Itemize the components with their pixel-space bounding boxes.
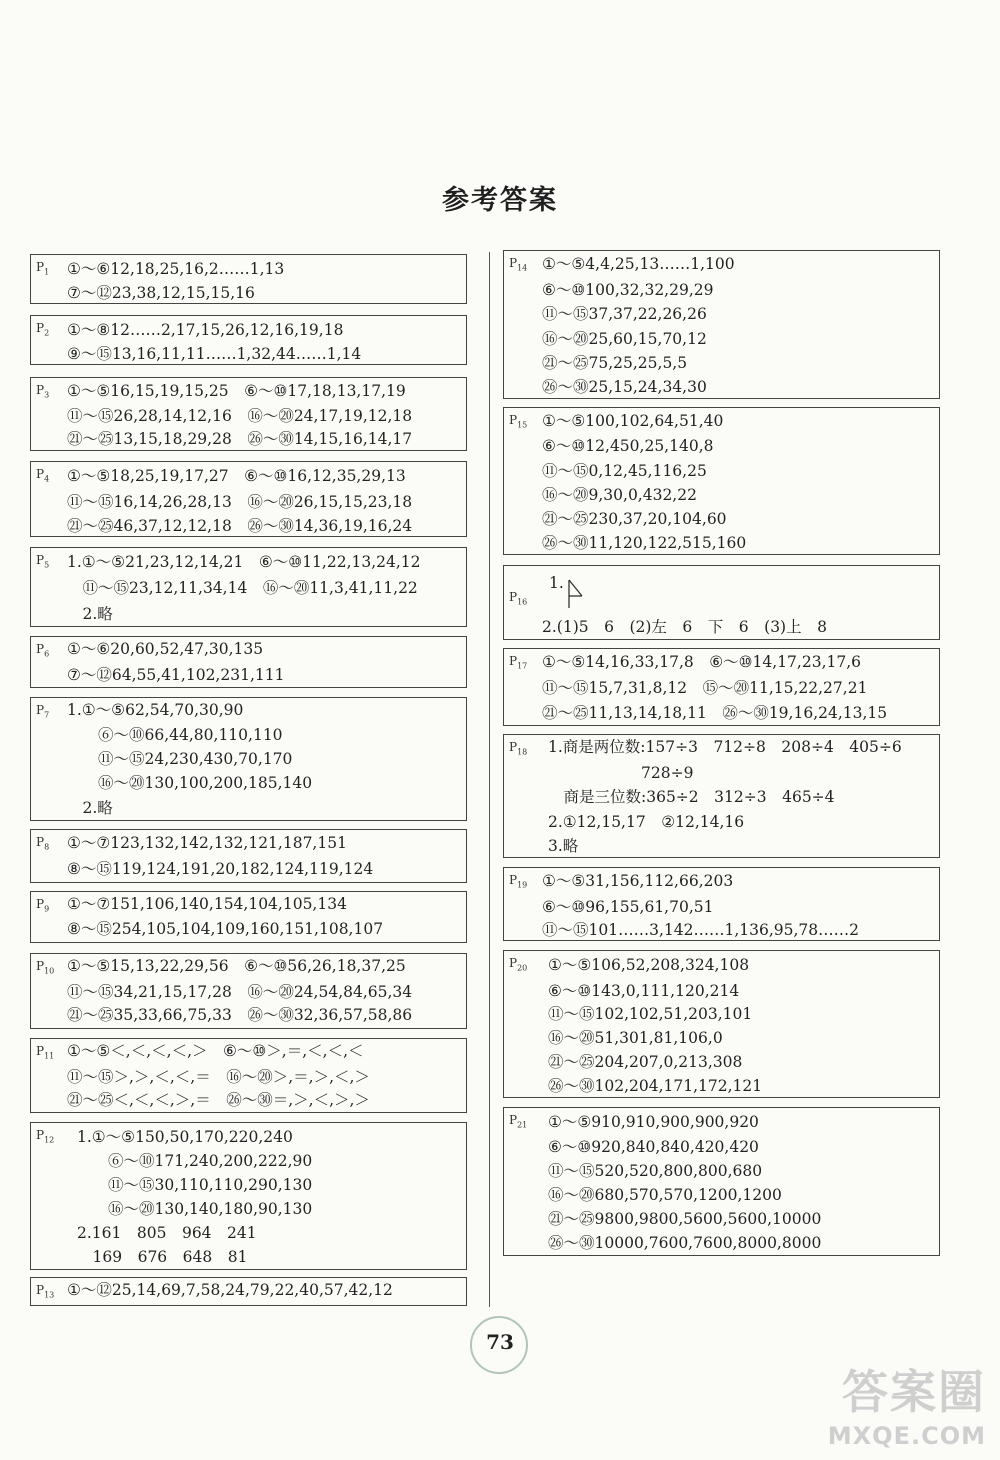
page-label: $P_{21}$ xyxy=(509,1113,528,1130)
page-label: $P_8$ xyxy=(36,835,50,852)
answer-line: ⑯～⑳9,30,0,432,22 xyxy=(542,486,697,504)
answer-box-p21 xyxy=(503,1107,940,1256)
page-label: $P_{11}$ xyxy=(36,1044,55,1061)
answer-box-p5 xyxy=(30,547,467,627)
page-label: $P_{13}$ xyxy=(36,1283,55,1300)
answer-box-p2 xyxy=(30,315,467,365)
answer-line: ㉑～㉕13,15,18,29,28 ㉖～㉚14,15,16,14,17 xyxy=(67,430,413,448)
answer-line: ①～⑥20,60,52,47,30,135 xyxy=(67,640,264,658)
answer-line: 2.略 xyxy=(67,799,113,817)
answer-line: 商是三位数:365÷2 312÷3 465÷4 xyxy=(548,788,835,806)
answer-box-p6 xyxy=(30,636,467,688)
answer-line: ㉑～㉕75,25,25,5,5 xyxy=(542,354,688,372)
page-label: $P_{18}$ xyxy=(509,740,528,757)
answer-line: ⑥～⑩920,840,840,420,420 xyxy=(548,1138,759,1156)
page-number: 73 xyxy=(486,1330,514,1354)
answer-box-p7 xyxy=(30,697,467,821)
answer-line: ①～⑤＜,＜,＜,＜,＞ ⑥～⑩＞,＝,＜,＜,＜ xyxy=(67,1042,364,1060)
answer-line: ⑥～⑩66,44,80,110,110 xyxy=(67,726,283,744)
page-label: $P_7$ xyxy=(36,703,50,720)
answer-box-p13 xyxy=(30,1277,467,1306)
answer-line: ⑪～⑮34,21,15,17,28 ⑯～⑳24,54,84,65,34 xyxy=(67,983,413,1001)
answer-line: ⑪～⑮37,37,22,26,26 xyxy=(542,305,707,323)
answer-line: 728÷9 xyxy=(548,764,694,782)
page-title: 参考答案 xyxy=(442,185,558,216)
answer-line: ①～⑤106,52,208,324,108 xyxy=(548,956,750,974)
answer-line: ⑪～⑮26,28,14,12,16 ⑯～⑳24,17,19,12,18 xyxy=(67,407,413,425)
page-label: $P_4$ xyxy=(36,467,50,484)
answer-line: 1.商是两位数:157÷3 712÷8 208÷4 405÷6 xyxy=(548,738,902,756)
answer-line: ㉖～㉚11,120,122,515,160 xyxy=(542,534,747,552)
answer-line: 3.略 xyxy=(548,837,579,855)
page-label: $P_{14}$ xyxy=(509,256,528,273)
answer-line: ⑪～⑮15,7,31,8,12 ⑮～⑳11,15,22,27,21 xyxy=(542,679,868,697)
answer-box-p20 xyxy=(503,950,940,1098)
answer-line: ⑧～⑮119,124,191,20,182,124,119,124 xyxy=(67,860,374,878)
answer-box-p14 xyxy=(503,250,940,399)
answer-line: ㉑～㉕46,37,12,12,18 ㉖～㉚14,36,19,16,24 xyxy=(67,517,413,535)
watermark-site: MXQE.COM xyxy=(827,1422,986,1450)
answer-line: ①～⑧12……2,17,15,26,12,16,19,18 xyxy=(67,321,344,339)
answer-line: ㉖～㉚25,15,24,34,30 xyxy=(542,378,707,396)
page-label: $P_{20}$ xyxy=(509,956,528,973)
column-divider xyxy=(489,252,490,1307)
answer-line: ⑪～⑮101……3,142……1,136,95,78……2 xyxy=(542,921,859,939)
answer-line: ⑪～⑮0,12,45,116,25 xyxy=(542,462,707,480)
answer-line: ⑯～⑳680,570,570,1200,1200 xyxy=(548,1186,782,1204)
answer-line: ⑥～⑩12,450,25,140,8 xyxy=(542,437,714,455)
answer-line: ①～⑤16,15,19,15,25 ⑥～⑩17,18,13,17,19 xyxy=(67,382,406,400)
answer-line: ⑪～⑮23,12,11,34,14 ⑯～⑳11,3,41,11,22 xyxy=(67,579,418,597)
answer-box-p19 xyxy=(503,867,940,941)
answer-box-p16 xyxy=(503,565,940,640)
answer-line: 1.①～⑤150,50,170,220,240 xyxy=(77,1128,293,1146)
page-label: $P_3$ xyxy=(36,383,50,400)
page-label: $P_{17}$ xyxy=(509,654,528,671)
answer-line: ①～⑦151,106,140,154,104,105,134 xyxy=(67,895,347,913)
answer-line: ㉑～㉕11,13,14,18,11 ㉖～㉚19,16,24,13,15 xyxy=(542,704,888,722)
answer-line: ⑥～⑩96,155,61,70,51 xyxy=(542,898,714,916)
page-label: $P_9$ xyxy=(36,897,50,914)
answer-line: ⑨～⑮13,16,11,11……1,32,44……1,14 xyxy=(67,345,362,363)
answer-box-p3 xyxy=(30,377,467,451)
answer-line: ⑯～⑳130,140,180,90,130 xyxy=(77,1200,313,1218)
answer-line: ①～⑤18,25,19,17,27 ⑥～⑩16,12,35,29,13 xyxy=(67,467,406,485)
answer-box-p12 xyxy=(30,1122,467,1270)
page-label: $P_2$ xyxy=(36,321,50,338)
answer-line: ⑧～⑮254,105,104,109,160,151,108,107 xyxy=(67,920,384,938)
answer-line: ⑥～⑩143,0,111,120,214 xyxy=(548,982,740,1000)
answer-line: 1. xyxy=(549,574,564,592)
page-label: $P_{10}$ xyxy=(36,959,55,976)
answer-line: 2.①12,15,17 ②12,14,16 xyxy=(548,813,745,831)
answer-line: ⑯～⑳130,100,200,185,140 xyxy=(67,774,313,792)
answer-line: ①～⑫25,14,69,7,58,24,79,22,40,57,42,12 xyxy=(67,1281,393,1299)
answer-line: ㉑～㉕35,33,66,75,33 ㉖～㉚32,36,57,58,86 xyxy=(67,1006,413,1024)
page-label: $P_1$ xyxy=(36,260,50,277)
answer-line: 2.161 805 964 241 xyxy=(77,1224,257,1242)
answer-line: ⑯～⑳51,301,81,106,0 xyxy=(548,1029,723,1047)
answer-line: ⑯～⑳25,60,15,70,12 xyxy=(542,330,707,348)
answer-box-p11 xyxy=(30,1038,467,1113)
answer-box-p4 xyxy=(30,461,467,537)
answer-line: ⑥～⑩100,32,32,29,29 xyxy=(542,281,714,299)
answer-line: ⑦～⑫23,38,12,15,15,16 xyxy=(67,284,255,302)
answer-line: ㉑～㉕9800,9800,5600,5600,10000 xyxy=(548,1210,822,1228)
answer-box-p18 xyxy=(503,734,940,858)
answer-line: 2.略 xyxy=(67,605,113,623)
page-label: $P_{16}$ xyxy=(509,590,528,607)
answer-line: ⑪～⑮＞,＞,＜,＜,＝ ⑯～⑳＞,＝,＞,＜,＞ xyxy=(67,1068,370,1086)
answer-line: ⑪～⑮520,520,800,800,680 xyxy=(548,1162,763,1180)
page-label: $P_5$ xyxy=(36,553,50,570)
answer-line: ①～⑤15,13,22,29,56 ⑥～⑩56,26,18,37,25 xyxy=(67,957,406,975)
answer-line: ㉖～㉚102,204,171,172,121 xyxy=(548,1077,763,1095)
answer-line: ⑪～⑮24,230,430,70,170 xyxy=(67,750,293,768)
answer-box-p1 xyxy=(30,254,467,304)
page-label: $P_6$ xyxy=(36,642,50,659)
answer-line: ①～⑦123,132,142,132,121,187,151 xyxy=(67,834,347,852)
answer-line: ①～⑤910,910,900,900,920 xyxy=(548,1113,759,1131)
answer-line: ⑥～⑩171,240,200,222,90 xyxy=(77,1152,313,1170)
answer-line: ①～⑤4,4,25,13……1,100 xyxy=(542,255,735,273)
page-label: $P_{12}$ xyxy=(36,1128,55,1145)
answer-line: ⑪～⑮30,110,110,290,130 xyxy=(77,1176,313,1194)
answer-box-p10 xyxy=(30,953,467,1029)
answer-line: ㉖～㉚10000,7600,7600,8000,8000 xyxy=(548,1234,822,1252)
answer-line: ㉑～㉕204,207,0,213,308 xyxy=(548,1053,743,1071)
answer-line: ㉑～㉕230,37,20,104,60 xyxy=(542,510,727,528)
answer-line: ㉑～㉕＜,＜,＜,＞,＝ ㉖～㉚＝,＞,＜,＞,＞ xyxy=(67,1091,370,1109)
answer-line: ⑦～⑫64,55,41,102,231,111 xyxy=(67,666,285,684)
answer-box-p17 xyxy=(503,648,940,726)
watermark-name: 答案圈 xyxy=(842,1365,986,1419)
answer-line: 169 676 648 81 xyxy=(77,1248,248,1266)
answer-line: ⑪～⑮16,14,26,28,13 ⑯～⑳26,15,15,23,18 xyxy=(67,493,413,511)
flag-triangle-figure xyxy=(564,578,598,610)
answer-line: ①～⑤31,156,112,66,203 xyxy=(542,872,734,890)
answer-line: 2.(1)5 6 (2)左 6 下 6 (3)上 8 xyxy=(542,618,827,636)
answer-line: ①～⑥12,18,25,16,2……1,13 xyxy=(67,260,285,278)
page-label: $P_{15}$ xyxy=(509,413,528,430)
answer-line: ①～⑤100,102,64,51,40 xyxy=(542,412,724,430)
answer-line: ⑪～⑮102,102,51,203,101 xyxy=(548,1005,753,1023)
answer-box-p15 xyxy=(503,407,940,555)
watermark-logo xyxy=(828,1356,986,1450)
answer-line: ①～⑤14,16,33,17,8 ⑥～⑩14,17,23,17,6 xyxy=(542,653,862,671)
answer-line: 1.①～⑤62,54,70,30,90 xyxy=(67,701,244,719)
answer-box-p8 xyxy=(30,829,467,883)
answer-box-p9 xyxy=(30,891,467,943)
page-label: $P_{19}$ xyxy=(509,873,528,890)
answer-line: 1.①～⑤21,23,12,14,21 ⑥～⑩11,22,13,24,12 xyxy=(67,553,421,571)
